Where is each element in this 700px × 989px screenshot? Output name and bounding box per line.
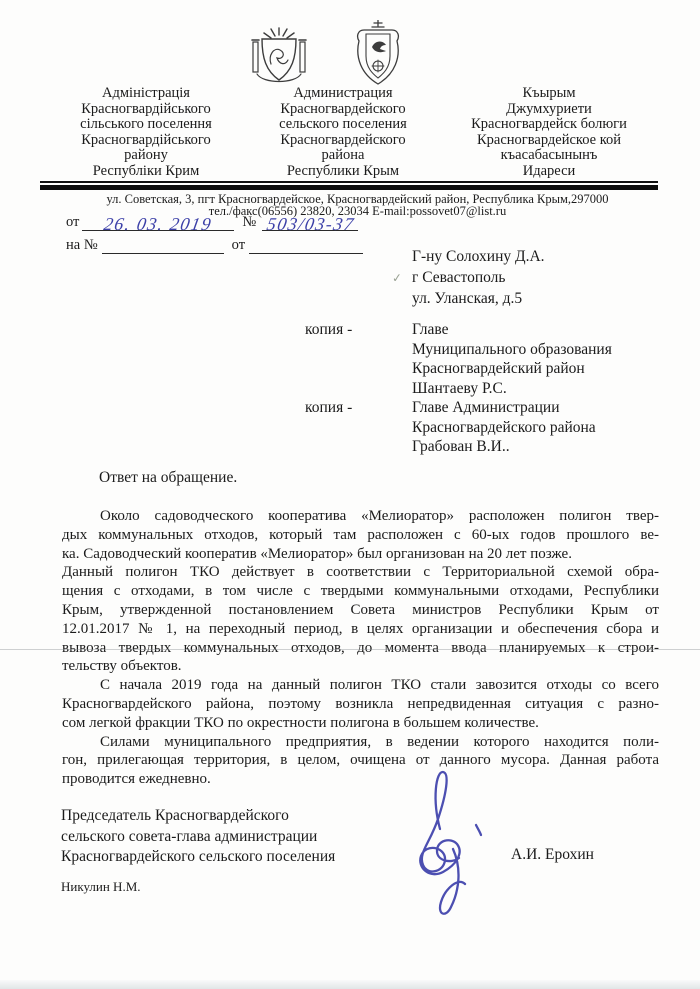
copy-line: Красногвардейский район (412, 360, 585, 377)
position-line: Председатель Красногвардейского (61, 807, 289, 824)
signer-name: А.И. Ерохин (511, 846, 594, 863)
body-line: сом легкой фракции ТКО по окрестности полигона в большем количестве. (62, 714, 539, 731)
org-contacts: тел./факс(06556) 23820, 23034 E-mail:possovet07@list.ru (208, 204, 507, 218)
number-field (262, 211, 358, 234)
org-line: Администрация (293, 85, 393, 101)
recipient-block (391, 246, 545, 309)
date-field (82, 211, 234, 234)
copy-recipient-1 (305, 320, 612, 398)
body-line: С начала 2019 года на данный полигон ТКО стали завозится отходы со всего (100, 677, 659, 694)
body-line: тельству объектов. (62, 658, 182, 675)
copy-label: копия - (305, 399, 353, 416)
org-line: сельского поселения (279, 116, 407, 133)
org-line: району (124, 147, 168, 164)
copy-line: Шантаеву Р.С. (412, 379, 507, 397)
incoming-reference-row (66, 234, 363, 254)
copy-line: Грабован В.И.. (412, 438, 510, 455)
body-line: гон, прилегающая территория, в целом, очищена от данного мусора. Данная работа (62, 752, 659, 769)
checkmark-icon: ✓ (391, 270, 403, 286)
body-line: Красногвардейского района, поэтому возникла непредвиденная ситуация с разно- (62, 695, 659, 712)
org-line: сільського поселення (80, 116, 212, 133)
reply-number-field (102, 234, 224, 254)
body-line: дых коммунальных отходов, который там расположен с 60-ых годов прошлого ве- (62, 526, 659, 543)
reply-date-field (249, 234, 363, 254)
position-line: сельского совета-глава администрации (61, 827, 318, 845)
org-line: Идареси (522, 162, 576, 179)
body-line: Крым, утвержденной постановлением Совета министров Республики Крым от (62, 601, 659, 618)
letter-body (62, 507, 659, 789)
scan-artifact-line (0, 649, 700, 650)
org-line: къасабасынынъ (500, 147, 598, 164)
copy-line: Муниципального образования (412, 340, 612, 358)
district-coat-of-arms-icon (351, 20, 405, 95)
org-name-ukrainian (40, 86, 252, 180)
org-line: Красногвардійського (81, 100, 211, 117)
org-line: Къырым (522, 85, 576, 101)
org-name-russian (252, 86, 434, 180)
handwritten-number: 503/03-37 (264, 214, 356, 234)
org-name-crimean-tatar (438, 86, 660, 180)
recipient-street: ул. Уланская, д.5 (412, 290, 523, 307)
org-line: Адміністрація (102, 85, 190, 101)
org-line: Красногвардійського (81, 131, 211, 148)
header-divider-thin (40, 181, 658, 183)
outgoing-reference-row (66, 211, 358, 234)
org-address: ул. Советская, 3, пгт Красногвардейское, Красногвардейский район, Республика Крым,297000 (106, 192, 609, 206)
scan-bottom-edge (0, 980, 700, 989)
copy-line: Главе (412, 321, 449, 338)
org-line: Красногвардейского (280, 100, 406, 117)
org-line: Красногвардейское кой (476, 131, 622, 148)
position-line: Красногвардейского сельского поселения (61, 848, 336, 866)
copy-lines (412, 320, 612, 398)
handwritten-signature-icon (410, 765, 495, 930)
body-line: Силами муниципального предприятия, в ведении которого находится поли- (100, 733, 659, 750)
number-sign: № (242, 214, 257, 230)
body-line: вывоза твердых коммунальных отходов, до момента ввода планируемых к строи- (62, 639, 659, 656)
copy-line: Главе Администрации (412, 399, 560, 416)
reply-label: на № (66, 237, 98, 253)
reply-from-label: от (231, 237, 246, 253)
body-line: Около садоводческого кооператива «Мелиоратор» расположен полигон твер- (100, 508, 659, 524)
copy-recipient-2 (305, 398, 612, 457)
org-line: Красногвардейского (280, 131, 406, 148)
signer-position (61, 806, 335, 868)
org-line: Джумхуриети (506, 100, 592, 117)
copy-label: копия - (305, 321, 353, 338)
recipient-name: Г-ну Солохину Д.А. (412, 248, 545, 265)
crimea-coat-of-arms-icon (251, 26, 307, 93)
org-line: Красногвардейск болюги (471, 116, 627, 133)
org-line: Республіки Крим (92, 162, 200, 179)
body-line: Данный полигон ТКО действует в соответствии с Территориальной схемой обра- (62, 564, 659, 581)
executor-name: Никулин Н.М. (61, 879, 141, 894)
copy-line: Красногвардейского района (412, 418, 596, 436)
handwritten-date: 26. 03. 2019 (102, 214, 215, 234)
org-line: Республики Крым (286, 162, 400, 179)
body-line: щения с отходами, в том числе с твердыми коммунальными отходами, Республики (62, 583, 659, 600)
body-line: ка. Садоводческий кооператив «Мелиоратор» был организован на 20 лет позже. (62, 545, 572, 562)
subject-line: Ответ на обращение. (99, 469, 238, 486)
org-line: района (321, 147, 365, 164)
copy-lines (412, 398, 596, 457)
copies-block (305, 320, 612, 457)
recipient-city: г Севастополь (412, 269, 506, 286)
from-label: от (66, 214, 80, 230)
body-line: 12.01.2017 № 1, на переходный период, в целях организации и обеспечения сбора и (62, 620, 659, 637)
header-divider-thick (40, 185, 658, 190)
body-line: проводится ежедневно. (62, 771, 211, 788)
